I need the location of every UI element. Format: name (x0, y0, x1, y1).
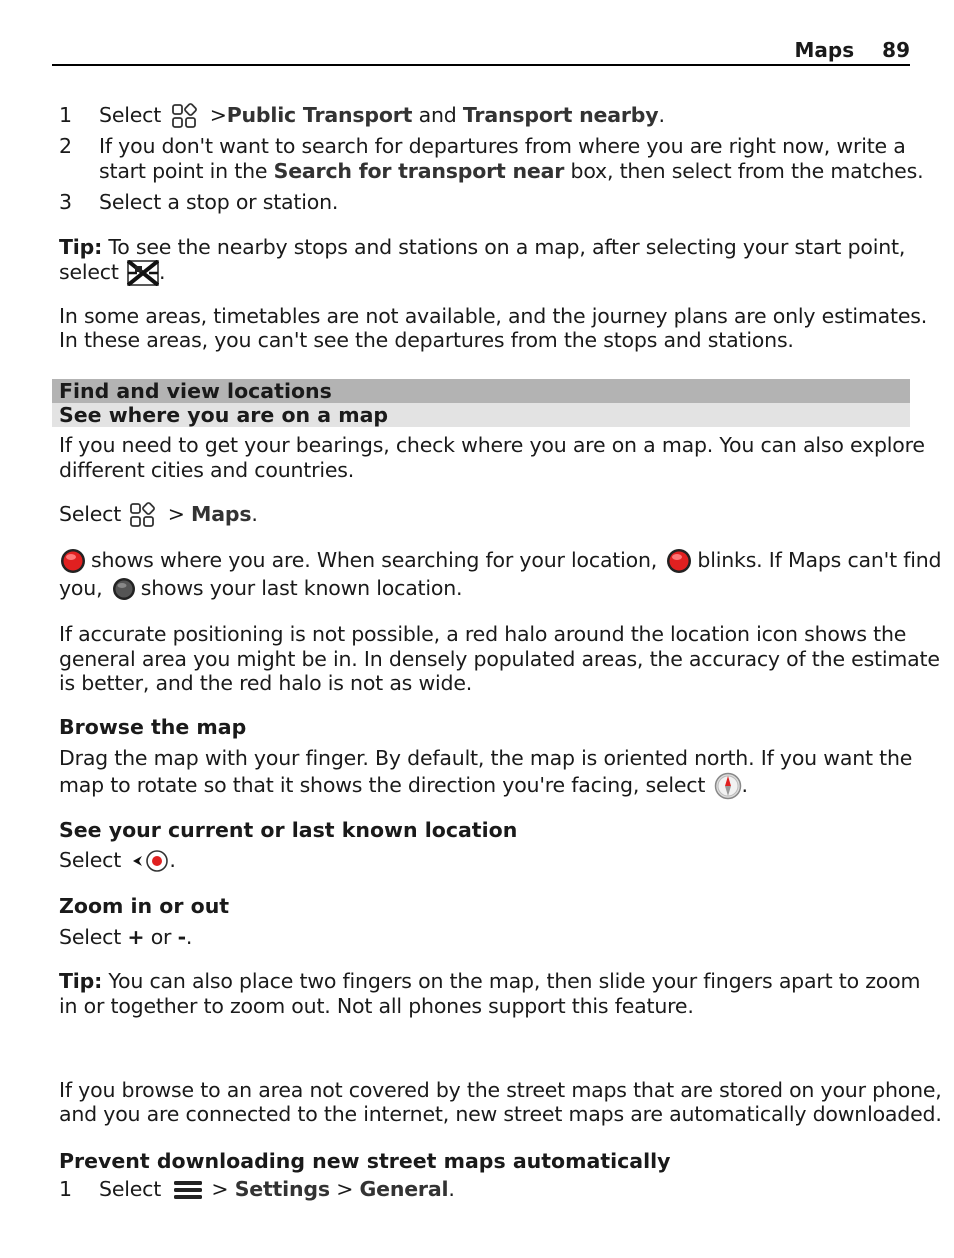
paragraph-line: Drag the map with your finger. By default, the map is oriented north. If you want the (59, 746, 913, 770)
map-stops-icon (127, 260, 159, 286)
location-red-icon (665, 548, 693, 574)
tip-1-line-2: select . (59, 260, 166, 284)
select-maps-line: Select > Maps. (59, 502, 258, 526)
hamburger-menu-icon (173, 1178, 203, 1202)
paragraph-line: If you browse to an area not covered by the street maps that are stored on your phone, (59, 1078, 942, 1102)
tip-1-line-1: Tip: To see the nearby stops and stations on a map, after selecting your start point, (59, 235, 906, 259)
step-1: Select >Public Transport and Transport nearby. (99, 103, 665, 127)
step-number: 1 (59, 1177, 73, 1201)
tip-2-line-1: Tip: You can also place two fingers on the map, then slide your fingers apart to zoom (59, 969, 921, 993)
step-number: 3 (59, 190, 73, 214)
paragraph-line: In some areas, timetables are not available, and the journey plans are only estimates. (59, 304, 928, 328)
paragraph-line: is better, and the red halo is not as wide. (59, 671, 473, 695)
location-grey-icon (111, 577, 137, 601)
zoom-heading: Zoom in or out (59, 894, 230, 918)
paragraph-line: different cities and countries. (59, 458, 355, 482)
browse-heading: Browse the map (59, 715, 247, 739)
zoom-line: Select + or -. (59, 925, 193, 949)
prevent-step-1: Select > Settings > General. (99, 1177, 455, 1201)
paragraph-line: and you are connected to the internet, new street maps are automatically downloaded. (59, 1102, 942, 1126)
menu-grid-icon (129, 502, 155, 528)
location-line-2: you, shows your last known location. (59, 576, 463, 600)
compass-icon (714, 772, 742, 800)
current-location-heading: See your current or last known location (59, 818, 518, 842)
paragraph-line: general area you might be in. In densely populated areas, the accuracy of the estimate (59, 647, 940, 671)
location-red-icon (59, 548, 87, 574)
step-2-line-1: If you don't want to search for departures from where you are right now, write a (99, 134, 906, 158)
section-heading: Find and view locations (52, 379, 910, 403)
step-number: 1 (59, 103, 73, 127)
back-locate-icon (129, 848, 169, 874)
subsection-heading: See where you are on a map (52, 403, 910, 427)
page-header (52, 34, 910, 66)
step-2-line-2: start point in the Search for transport near box, then select from the matches. (99, 159, 924, 183)
paragraph-line: If accurate positioning is not possible, a red halo around the location icon shows the (59, 622, 907, 646)
browse-line-2: map to rotate so that it shows the direction you're facing, select . (59, 772, 748, 800)
location-line-1: shows where you are. When searching for your location, blinks. If Maps can't find (59, 548, 941, 574)
paragraph-line: If you need to get your bearings, check where you are on a map. You can also explore (59, 433, 925, 457)
menu-grid-icon (171, 103, 197, 129)
step-3: Select a stop or station. (99, 190, 339, 214)
current-location-line: Select . (59, 848, 176, 872)
page-number: 89 (882, 38, 910, 62)
step-number: 2 (59, 134, 73, 158)
paragraph-line: In these areas, you can't see the departures from the stops and stations. (59, 328, 794, 352)
tip-2-line-2: in or together to zoom out. Not all phones support this feature. (59, 994, 694, 1018)
prevent-heading: Prevent downloading new street maps automatically (59, 1149, 671, 1173)
header-section: Maps (794, 38, 855, 62)
